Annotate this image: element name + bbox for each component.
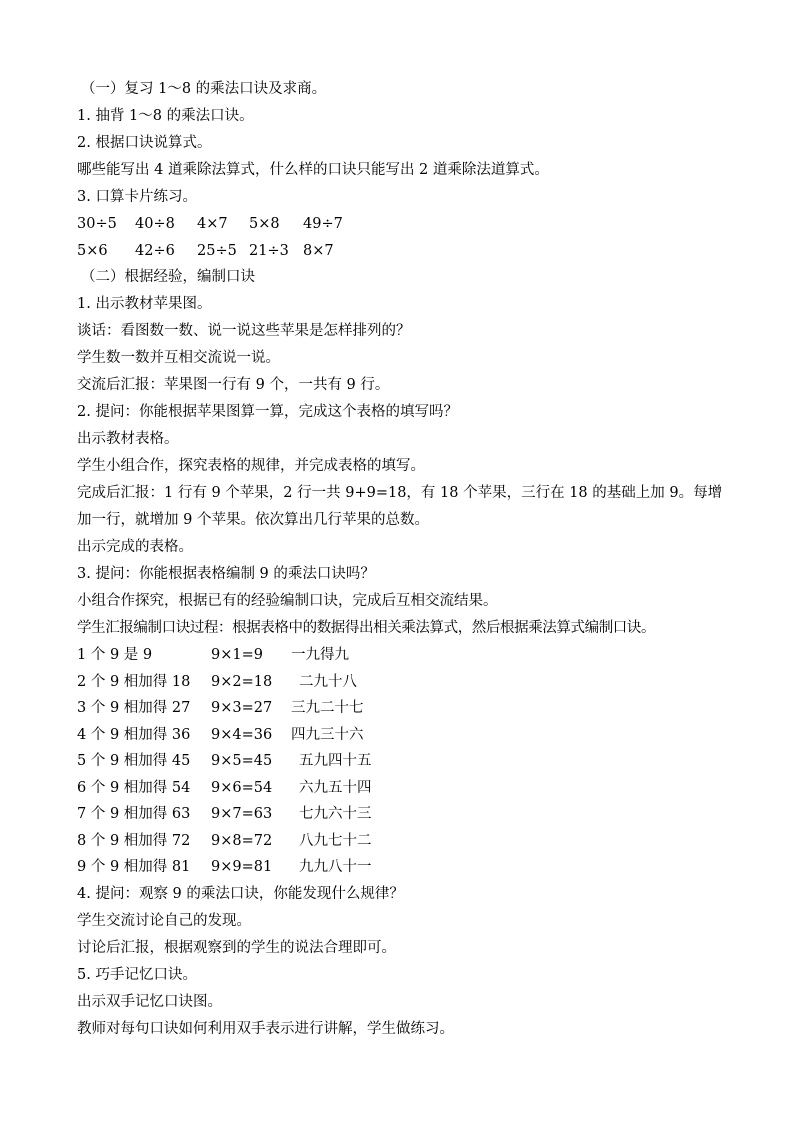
calc-expression: 30÷5 (77, 216, 117, 232)
document-page (77, 76, 727, 1043)
table-row (77, 748, 727, 775)
calc-expression: 5×8 (249, 216, 280, 232)
table-row (77, 642, 727, 669)
text-line: 小组合作探究，根据已有的经验编制口诀，完成后互相交流结果。 (77, 593, 498, 609)
calc-row (77, 211, 727, 238)
text-line: 谈话：看图数一数、说一说这些苹果是怎样排列的？ (77, 323, 411, 339)
calc-expression: 49÷7 (303, 216, 343, 232)
calc-expression: 21÷3 (249, 242, 289, 259)
section-2-heading: （二）根据经验，编制口诀 (81, 269, 255, 285)
rhyme: 五九四十五 (299, 753, 372, 769)
review-item-2: 2. 根据口诀说算式。 (77, 135, 212, 151)
text-line: 学生交流讨论自己的发现。 (77, 912, 251, 929)
text-line: 出示完成的表格。 (77, 539, 193, 555)
calc-expression: 8×7 (303, 242, 334, 259)
calc-expression: 25÷5 (197, 242, 237, 259)
equation: 9×4=36 (211, 726, 273, 743)
equation: 9×9=81 (211, 859, 273, 875)
rhyme: 七九六十三 (299, 806, 372, 822)
multiplication-table (77, 642, 727, 881)
review-item-1: 1. 抽背 1～8 的乘法口诀。 (77, 108, 254, 124)
rhyme: 三九二十七 (291, 700, 364, 716)
table-row (77, 801, 727, 828)
sum-description: 2 个 9 相加得 18 (77, 673, 191, 690)
sum-description: 8 个 9 相加得 72 (77, 832, 191, 849)
text-line: 1. 出示教材苹果图。 (77, 296, 212, 312)
text-line: 4. 提问：观察 9 的乘法口诀，你能发现什么规律？ (77, 885, 404, 902)
section-1-heading: （一）复习 1～8 的乘法口诀及求商。 (81, 81, 327, 97)
calc-expression: 40÷8 (135, 216, 175, 232)
sum-description: 9 个 9 相加得 81 (77, 859, 191, 875)
table-row (77, 722, 727, 749)
equation: 9×2=18 (211, 673, 273, 690)
text-line: 出示教材表格。 (77, 431, 179, 447)
table-row (77, 775, 727, 802)
text-line: 学生小组合作，探究表格的规律，并完成表格的填写。 (77, 458, 425, 474)
rhyme: 八九七十二 (299, 832, 372, 849)
rhyme: 四九三十六 (291, 726, 364, 743)
text-line: 3. 提问：你能根据表格编制 9 的乘法口诀吗？ (77, 566, 375, 582)
equation: 9×1=9 (211, 647, 263, 663)
rhyme: 一九得九 (291, 647, 349, 663)
sum-description: 3 个 9 相加得 27 (77, 700, 191, 716)
rhyme: 二九十八 (299, 673, 357, 690)
text-line: 教师对每句口诀如何利用双手表示进行讲解，学生做练习。 (77, 1020, 454, 1037)
table-row (77, 695, 727, 722)
text-line: 交流后汇报：苹果图一行有 9 个，一共有 9 行。 (77, 377, 390, 393)
calc-expression: 5×6 (77, 242, 108, 259)
text-line: 学生数一数并互相交流说一说。 (77, 350, 280, 366)
mental-calc-cards (77, 211, 727, 264)
table-row (77, 669, 727, 696)
equation: 9×8=72 (211, 832, 273, 849)
sum-description: 4 个 9 相加得 36 (77, 726, 191, 743)
text-line: 2. 提问：你能根据苹果图算一算，完成这个表格的填写吗？ (77, 404, 458, 420)
calc-expression: 4×7 (197, 216, 228, 232)
equation: 9×3=27 (211, 700, 273, 716)
calc-row (77, 238, 727, 265)
sum-description: 6 个 9 相加得 54 (77, 779, 191, 796)
sum-description: 1 个 9 是 9 (77, 647, 153, 663)
equation: 9×6=54 (211, 779, 273, 796)
text-line: 出示双手记忆口诀图。 (77, 993, 222, 1010)
rhyme: 九九八十一 (299, 859, 372, 875)
text-line: 5. 巧手记忆口诀。 (77, 966, 197, 983)
table-row (77, 828, 727, 855)
sum-description: 7 个 9 相加得 63 (77, 806, 191, 822)
calc-expression: 42÷6 (135, 242, 175, 259)
sum-description: 5 个 9 相加得 45 (77, 753, 191, 769)
table-row (77, 854, 727, 881)
review-item-2-note: 哪些能写出 4 道乘除法算式，什么样的口诀只能写出 2 道乘除法道算式。 (77, 162, 549, 178)
rhyme: 六九五十四 (299, 779, 372, 796)
review-item-3: 3. 口算卡片练习。 (77, 189, 197, 205)
report-paragraph: 完成后汇报：1 行有 9 个苹果，2 行一共 9+9=18，有 18 个苹果，三行在 18 的基础上加 9。每增加一行，就增加 9 个苹果。依次算出几行苹果的总数。 (77, 485, 723, 528)
equation: 9×5=45 (211, 753, 273, 769)
equation: 9×7=63 (211, 806, 273, 822)
text-line: 学生汇报编制口诀过程：根据表格中的数据得出相关乘法算式，然后根据乘法算式编制口诀。 (77, 620, 656, 636)
text-line: 讨论后汇报，根据观察到的学生的说法合理即可。 (77, 939, 396, 956)
